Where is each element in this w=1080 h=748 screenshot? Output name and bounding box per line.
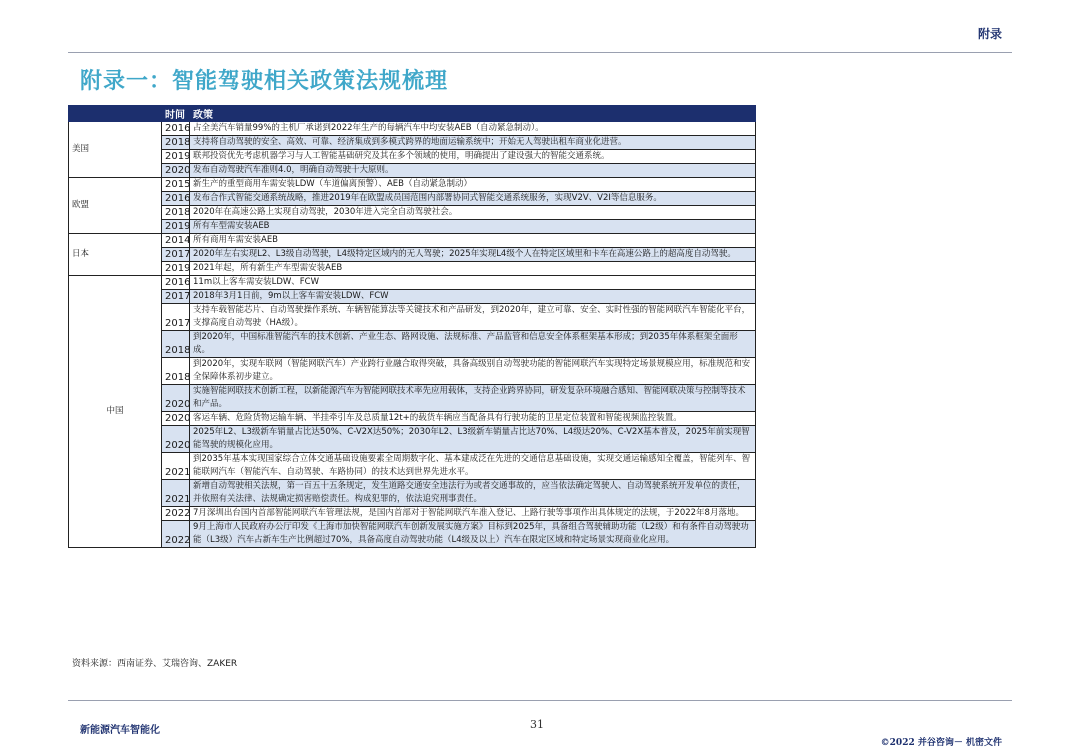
policy-cell: 2025年L2、L3级新车销量占比达50%、C-V2X达50%；2030年L2、L3级新车销量占比达70%、L4级达20%、C-V2X基本普及，2025年前实现智能驾驶的规模化应用。 <box>190 426 756 453</box>
policy-cell: 发布自动驾驶汽车准则4.0，明确自动驾驶十大原则。 <box>190 164 756 178</box>
table-row <box>69 178 756 192</box>
year-cell: 2016 <box>162 122 190 136</box>
table-row <box>69 480 756 507</box>
table-row <box>69 136 756 150</box>
policy-cell: 支持车载智能芯片、自动驾驶操作系统、车辆智能算法等关键技术和产品研发，到2020年，建立可靠、安全、实时性强的智能网联汽车智能化平台，支撑高度自动驾驶（HA级）。 <box>190 304 756 331</box>
policy-cell: 2020年在高速公路上实现自动驾驶，2030年进入完全自动驾驶社会。 <box>190 206 756 220</box>
table-row <box>69 234 756 248</box>
source-note: 资料来源：西南证券、艾瑞咨询、ZAKER <box>72 659 238 669</box>
policy-cell: 联邦投资优先考虑机器学习与人工智能基础研究及其在多个领域的使用，明确提出了建设强大的智能交通系统。 <box>190 150 756 164</box>
table-row <box>69 521 756 548</box>
policy-cell: 所有车型需安装AEB <box>190 220 756 234</box>
year-cell: 2020 <box>162 385 190 412</box>
table-row <box>69 507 756 521</box>
year-cell: 2022 <box>162 507 190 521</box>
year-cell: 2018 <box>162 136 190 150</box>
policy-cell: 实施智能网联技术创新工程，以新能源汽车为智能网联技术率先应用载体，支持企业跨界协同，研发复杂环境融合感知、智能网联决策与控制等技术和产品。 <box>190 385 756 412</box>
table-row <box>69 412 756 426</box>
table-row <box>69 192 756 206</box>
year-cell: 2016 <box>162 192 190 206</box>
policy-cell: 2020年左右实现L2、L3级自动驾驶，L4级特定区域内的无人驾驶；2025年实现L4级个人在特定区域里和卡车在高速公路上的超高度自动驾驶。 <box>190 248 756 262</box>
column-header-year: 时间 <box>162 106 190 122</box>
table-row <box>69 150 756 164</box>
table-body <box>69 122 756 548</box>
region-cell: 欧盟 <box>69 178 162 234</box>
year-cell: 2016 <box>162 276 190 290</box>
table-row <box>69 164 756 178</box>
table-row <box>69 426 756 453</box>
table-row <box>69 453 756 480</box>
policy-cell: 所有商用车需安装AEB <box>190 234 756 248</box>
year-cell: 2017 <box>162 248 190 262</box>
year-cell: 2015 <box>162 178 190 192</box>
table-row <box>69 206 756 220</box>
policy-cell: 新生产的重型商用车需安装LDW（车道偏离预警）、AEB（自动紧急制动） <box>190 178 756 192</box>
year-cell: 2018 <box>162 331 190 358</box>
policy-cell: 发布合作式智能交通系统战略，推进2019年在欧盟成员国范围内部署协同式智能交通系统服务，实现V2V、V2I等信息服务。 <box>190 192 756 206</box>
year-cell: 2018 <box>162 358 190 385</box>
policy-cell: 到2020年，实现车联网（智能网联汽车）产业跨行业融合取得突破，具备高级别自动驾驶功能的智能网联汽车实现特定场景规模应用，标准规范和安全保障体系初步建立。 <box>190 358 756 385</box>
year-cell: 2014 <box>162 234 190 248</box>
year-cell: 2017 <box>162 290 190 304</box>
policy-cell: 新增自动驾驶相关法规，第一百五十五条规定，发生道路交通安全违法行为或者交通事故的，应当依法确定驾驶人、自动驾驶系统开发单位的责任，并依照有关法律、法规确定损害赔偿责任。构成犯罪的，依法追究刑事责任。 <box>190 480 756 507</box>
footer-report-title: 新能源汽车智能化 <box>80 725 160 736</box>
policy-cell: 到2020年，中国标准智能汽车的技术创新、产业生态、路网设施、法规标准、产品监管和信息安全体系框架基本形成；到2035年体系框架全面形成。 <box>190 331 756 358</box>
policy-cell: 2018年3月1日前，9m以上客车需安装LDW、FCW <box>190 290 756 304</box>
region-cell: 中国 <box>69 276 162 548</box>
region-cell: 日本 <box>69 234 162 276</box>
policy-cell: 到2035年基本实现国家综合立体交通基础设施要素全周期数字化、基本建成泛在先进的交通信息基础设施，实现交通运输感知全覆盖，智能列车、智能联网汽车（智能汽车、自动驾驶、车路协同）的技术达到世界先进水平。 <box>190 453 756 480</box>
header-divider <box>68 52 1012 53</box>
year-cell: 2018 <box>162 206 190 220</box>
table-row <box>69 304 756 331</box>
table-row <box>69 220 756 234</box>
year-cell: 2020 <box>162 412 190 426</box>
section-label: 附录 <box>977 27 1002 41</box>
table-row <box>69 385 756 412</box>
table-header-row <box>69 106 756 122</box>
table-row <box>69 262 756 276</box>
table-row <box>69 290 756 304</box>
table-row <box>69 358 756 385</box>
region-cell: 美国 <box>69 122 162 178</box>
policy-table <box>68 105 756 548</box>
table-row <box>69 331 756 358</box>
year-cell: 2017 <box>162 304 190 331</box>
page-title: 附录一：智能驾驶相关政策法规梳理 <box>80 68 449 94</box>
table-row <box>69 276 756 290</box>
policy-cell: 2021年起，所有新生产车型需安装AEB <box>190 262 756 276</box>
policy-cell: 9月上海市人民政府办公厅印发《上海市加快智能网联汽车创新发展实施方案》目标到2025年，具备组合驾驶辅助功能（L2级）和有条件自动驾驶功能（L3级）汽车占新车生产比例超过70%，具备高度自动驾驶功能（L4级及以上）汽车在限定区域和特定场景实现商业化应用。 <box>190 521 756 548</box>
policy-cell: 11m以上客车需安装LDW、FCW <box>190 276 756 290</box>
table-row <box>69 248 756 262</box>
year-cell: 2019 <box>162 150 190 164</box>
column-header-region <box>69 106 162 122</box>
policy-cell: 占全美汽车销量99%的主机厂承诺到2022年生产的每辆汽车中均安装AEB（自动紧急制动）。 <box>190 122 756 136</box>
year-cell: 2021 <box>162 453 190 480</box>
year-cell: 2019 <box>162 262 190 276</box>
footer-divider <box>68 700 1012 701</box>
copyright-notice: ©2022 并谷咨询－ 机密文件 <box>880 738 1002 748</box>
year-cell: 2020 <box>162 426 190 453</box>
year-cell: 2020 <box>162 164 190 178</box>
page-number: 31 <box>530 718 544 731</box>
policy-cell: 7月深圳出台国内首部智能网联汽车管理法规，是国内首部对于智能网联汽车准入登记、上路行驶等事项作出具体规定的法规，于2022年8月落地。 <box>190 507 756 521</box>
year-cell: 2022 <box>162 521 190 548</box>
year-cell: 2021 <box>162 480 190 507</box>
column-header-policy: 政策 <box>190 106 756 122</box>
policy-cell: 支持将自动驾驶的安全、高效、可靠、经济集成到多模式跨界的地面运输系统中；开始无人驾驶出租车商业化进营。 <box>190 136 756 150</box>
year-cell: 2019 <box>162 220 190 234</box>
table-row <box>69 122 756 136</box>
policy-cell: 客运车辆、危险货物运输车辆、半挂牵引车及总质量12t+的载货车辆应当配备具有行驶功能的卫星定位装置和智能视频监控装置。 <box>190 412 756 426</box>
